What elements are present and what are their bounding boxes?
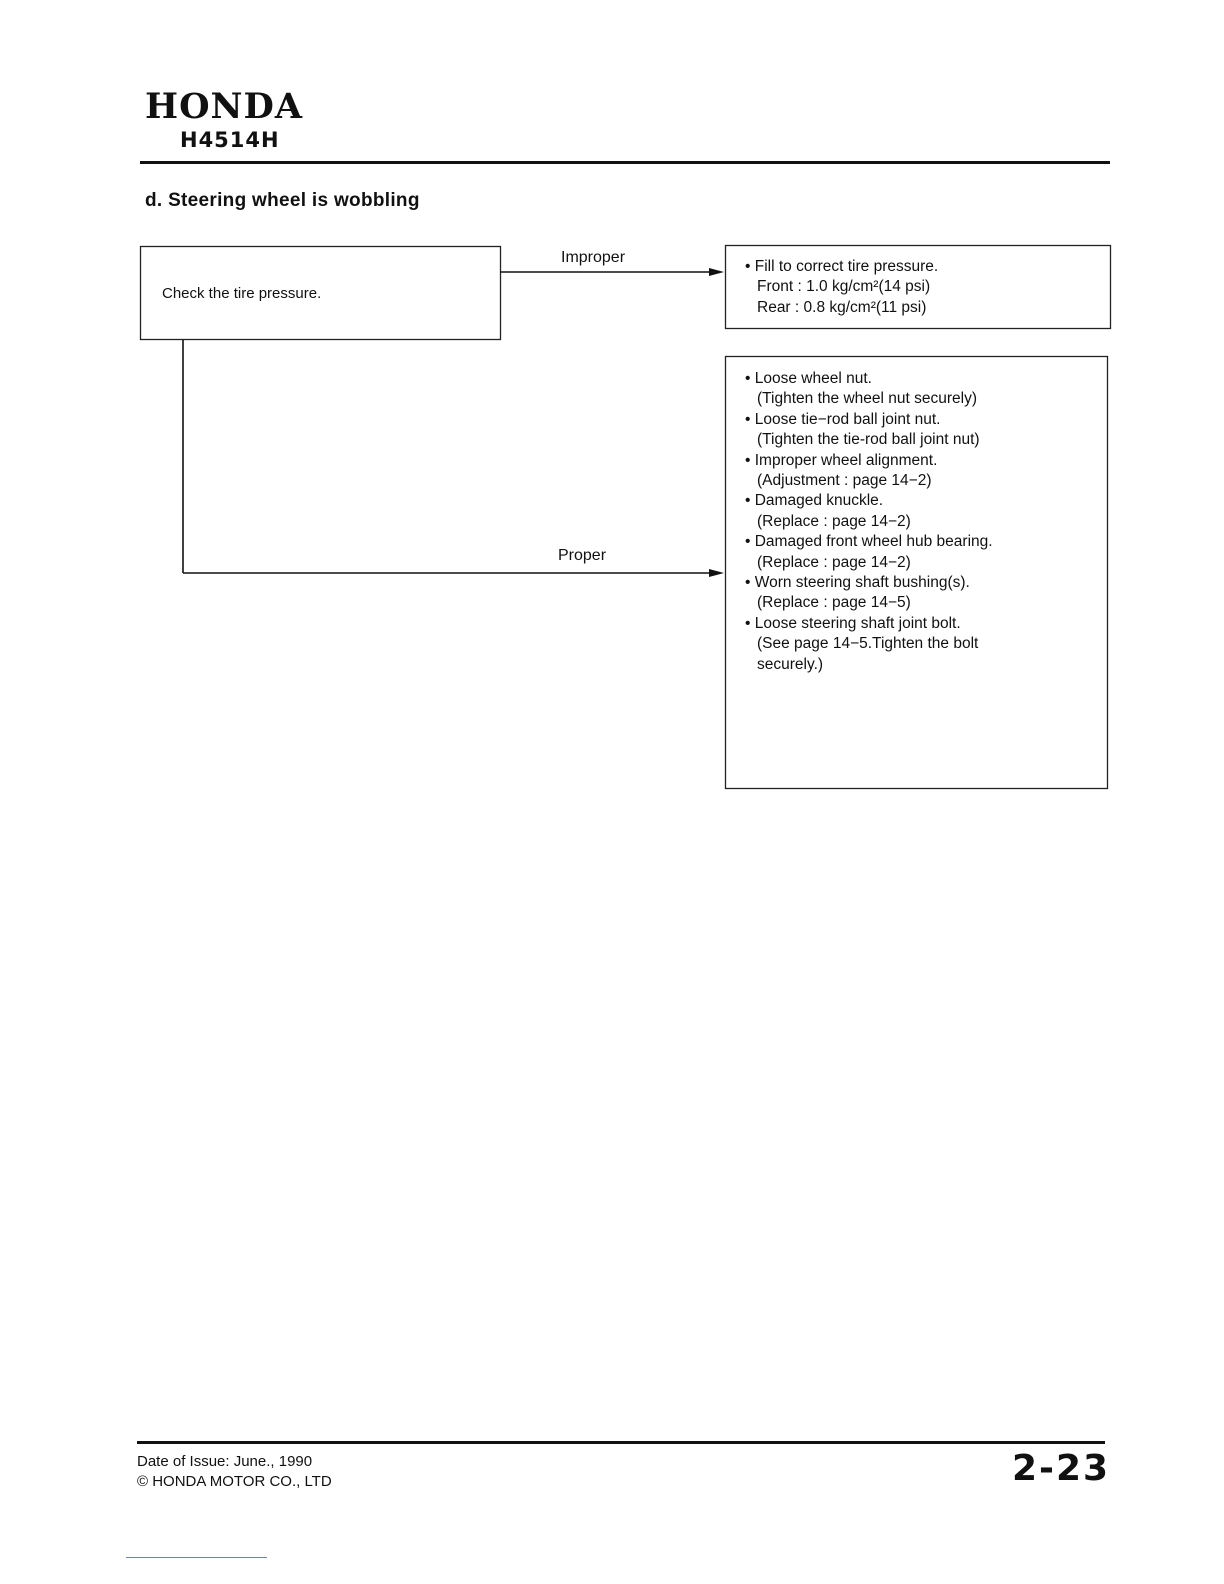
- cause-item: • Damaged knuckle.: [745, 492, 884, 510]
- edge-label-proper: Proper: [558, 547, 607, 564]
- improper-line: Front : 1.0 kg/cm²(14 psi): [757, 278, 931, 296]
- improper-arrowhead: [709, 268, 724, 276]
- cause-item: • Loose tie−rod ball joint nut.: [745, 410, 941, 428]
- cause-item: • Worn steering shaft bushing(s).: [745, 574, 970, 592]
- footer-rule: [137, 1441, 1105, 1444]
- cause-remedy: (See page 14−5.Tighten the bolt: [757, 635, 979, 653]
- footer-info: [137, 1452, 332, 1492]
- improper-line: • Fill to correct tire pressure.: [745, 258, 939, 275]
- improper-line: Rear : 0.8 kg/cm²(11 psi): [757, 298, 927, 316]
- honda-logo: HONDA: [145, 86, 304, 127]
- proper-arrowhead: [709, 569, 724, 577]
- section-title: d. Steering wheel is wobbling: [145, 190, 420, 211]
- cause-remedy: (Replace : page 14−2): [757, 512, 911, 530]
- check-tire-pressure-step: Check the tire pressure.: [162, 285, 322, 302]
- scan-artifact-line: [126, 1557, 267, 1558]
- model-number: H4514H: [180, 128, 280, 152]
- cause-item: • Loose steering shaft joint bolt.: [745, 614, 961, 632]
- page-number: 2-23: [1012, 1448, 1111, 1489]
- improper-result-text: [745, 257, 938, 318]
- cause-remedy: (Tighten the tie-rod ball joint nut): [757, 431, 980, 449]
- cause-remedy: (Replace : page 14−2): [757, 553, 911, 571]
- proper-result-text: [745, 369, 993, 675]
- date-of-issue: Date of Issue: June., 1990: [137, 1453, 313, 1470]
- copyright: © HONDA MOTOR CO., LTD: [137, 1473, 332, 1490]
- cause-remedy: (Replace : page 14−5): [757, 594, 911, 612]
- cause-item: • Loose wheel nut.: [745, 370, 872, 387]
- cause-item: • Improper wheel alignment.: [745, 451, 938, 469]
- cause-item: • Damaged front wheel hub bearing.: [745, 533, 993, 551]
- edge-label-improper: Improper: [561, 249, 626, 266]
- cause-remedy: securely.): [757, 655, 824, 673]
- cause-remedy: (Adjustment : page 14−2): [757, 472, 932, 490]
- cause-remedy: (Tighten the wheel nut securely): [757, 390, 977, 408]
